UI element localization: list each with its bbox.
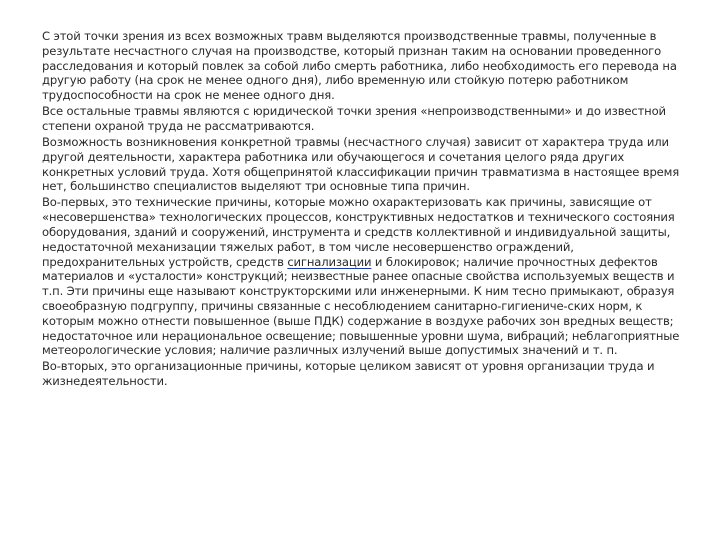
paragraph-4 [42, 195, 682, 358]
text-block [42, 29, 682, 390]
paragraph-4-text-after: и блокировок; наличие прочностных дефектов материалов и «усталости» конструкций; неизвестные ранее опасные свойства используемых веществ и т.п. Эти причины еще называют конструкторскими или инженерными. К ним тесно примыкают, образуя своеобразную подгруппу, причины связанные с несоблюдением санитарно-гигиениче-ских норм, к которым можно отнести повышенное (выше ПДК) содержание в воздухе рабочих зон вредных веществ; недостаточное или нерациональное освещение; повышенные уровни шума, вибраций; неблагоприятные метеорологические условия; наличие различных излучений выше допустимых значений и т. п. [42, 254, 680, 358]
paragraph-4-text-before: Во-первых, это технические причины, которые можно охарактеризовать как причины, зависящие от «несовершенства» технологических процессов, конструктивных недостатков и технического состояния оборудования, зданий и сооружений, инструмента и средств коллективной и индивидуальной защиты, недостаточной механизации тяжелых работ, в том числе несовершенство ограждений, предохранительных устройств, средств [42, 195, 675, 269]
paragraph-5: Во-вторых, это организационные причины, которые целиком зависят от уровня организации труда и жизнедеятельности. [42, 359, 655, 389]
paragraph-1: С этой точки зрения из всех возможных травм выделяются производственные травмы, полученные в результате несчастного случая на производстве, который признан таким на основании проведенного расследования и который повлек за собой либо смерть работника, либо необходимость его перевода на другую работу (на срок не менее одного дня), либо временную или стойкую потерю работником трудоспособности на срок не менее одного дня. [42, 29, 677, 103]
signalization-link[interactable]: сигнализации [287, 254, 372, 269]
paragraph-3: Возможность возникновения конкретной травмы (несчастного случая) зависит от характера труда или другой деятельности, характера работника или обучающегося и сочетания целого ряда других конкретных условий труда. Хотя общепринятой классификации причин травматизма в настоящее время нет, большинство специалистов выделяют три основные типа причин. [42, 134, 680, 194]
paragraph-2: Все остальные травмы являются с юридической точки зрения «непроизводственными» и до известной степени охраной труда не рассматриваются. [42, 104, 666, 133]
